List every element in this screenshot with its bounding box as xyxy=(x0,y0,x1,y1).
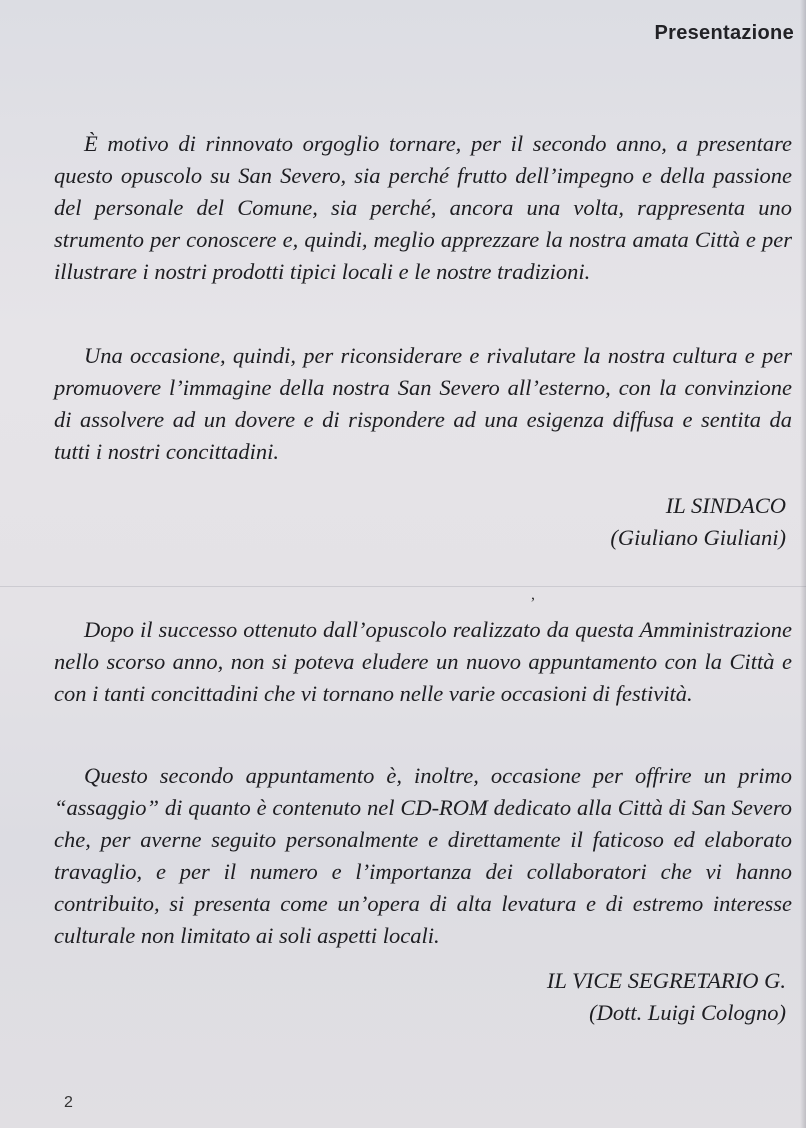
mayor-name: (Giuliano Giuliani) xyxy=(610,525,786,550)
page-fold-divider xyxy=(0,586,806,587)
secretary-paragraph-2: Questo secondo appuntamento è, inoltre, occasione per offrire un primo “assaggio” di quanto è contenuto nel CD-ROM dedicato alla Città di San Severo che, per averne seguito personalmente e direttamente il faticoso ed elaborato travaglio, e per il numero e l’importanza dei collaboratori che vi hanno contribuito, si presenta come un’opera di alta levatura e di estremo interesse culturale non limitato ai soli aspetti locali. xyxy=(54,763,792,948)
ink-mark: , xyxy=(531,586,535,603)
page-number: 2 xyxy=(64,1094,73,1111)
secretary-role: IL VICE SEGRETARIO G. xyxy=(546,968,786,993)
secretary-signature xyxy=(547,965,786,1029)
secretary-name: (Dott. Luigi Cologno) xyxy=(589,1000,786,1025)
mayor-paragraph-1: È motivo di rinnovato orgoglio tornare, per il secondo anno, a presentare questo opuscolo su San Severo, sia perché frutto dell’impegno e della passione del personale del Comune, sia perché, ancora una volta, rappresenta uno strumento per conoscere e, quindi, meglio apprezzare la nostra amata Città e per illustrare i nostri prodotti tipici locali e le nostre tradizioni. xyxy=(54,131,792,284)
mayor-role: IL SINDACO xyxy=(665,493,786,518)
mayor-signature xyxy=(610,490,786,554)
mayor-paragraph-2: Una occasione, quindi, per riconsiderare e rivalutare la nostra cultura e per promuovere l’immagine della nostra San Severo all’esterno, con la convinzione di assolvere ad un dovere e di rispondere ad una esigenza diffusa e sentita da tutti i nostri concittadini. xyxy=(54,343,792,464)
page-edge-shadow xyxy=(800,0,806,1128)
secretary-paragraph-1: Dopo il successo ottenuto dall’opuscolo realizzato da questa Amministrazione nello scorso anno, non si poteva eludere un nuovo appuntamento con la Città e con i tanti concittadini che vi tornano nelle varie occasioni di festività. xyxy=(54,617,792,706)
page-title: Presentazione xyxy=(654,22,794,44)
